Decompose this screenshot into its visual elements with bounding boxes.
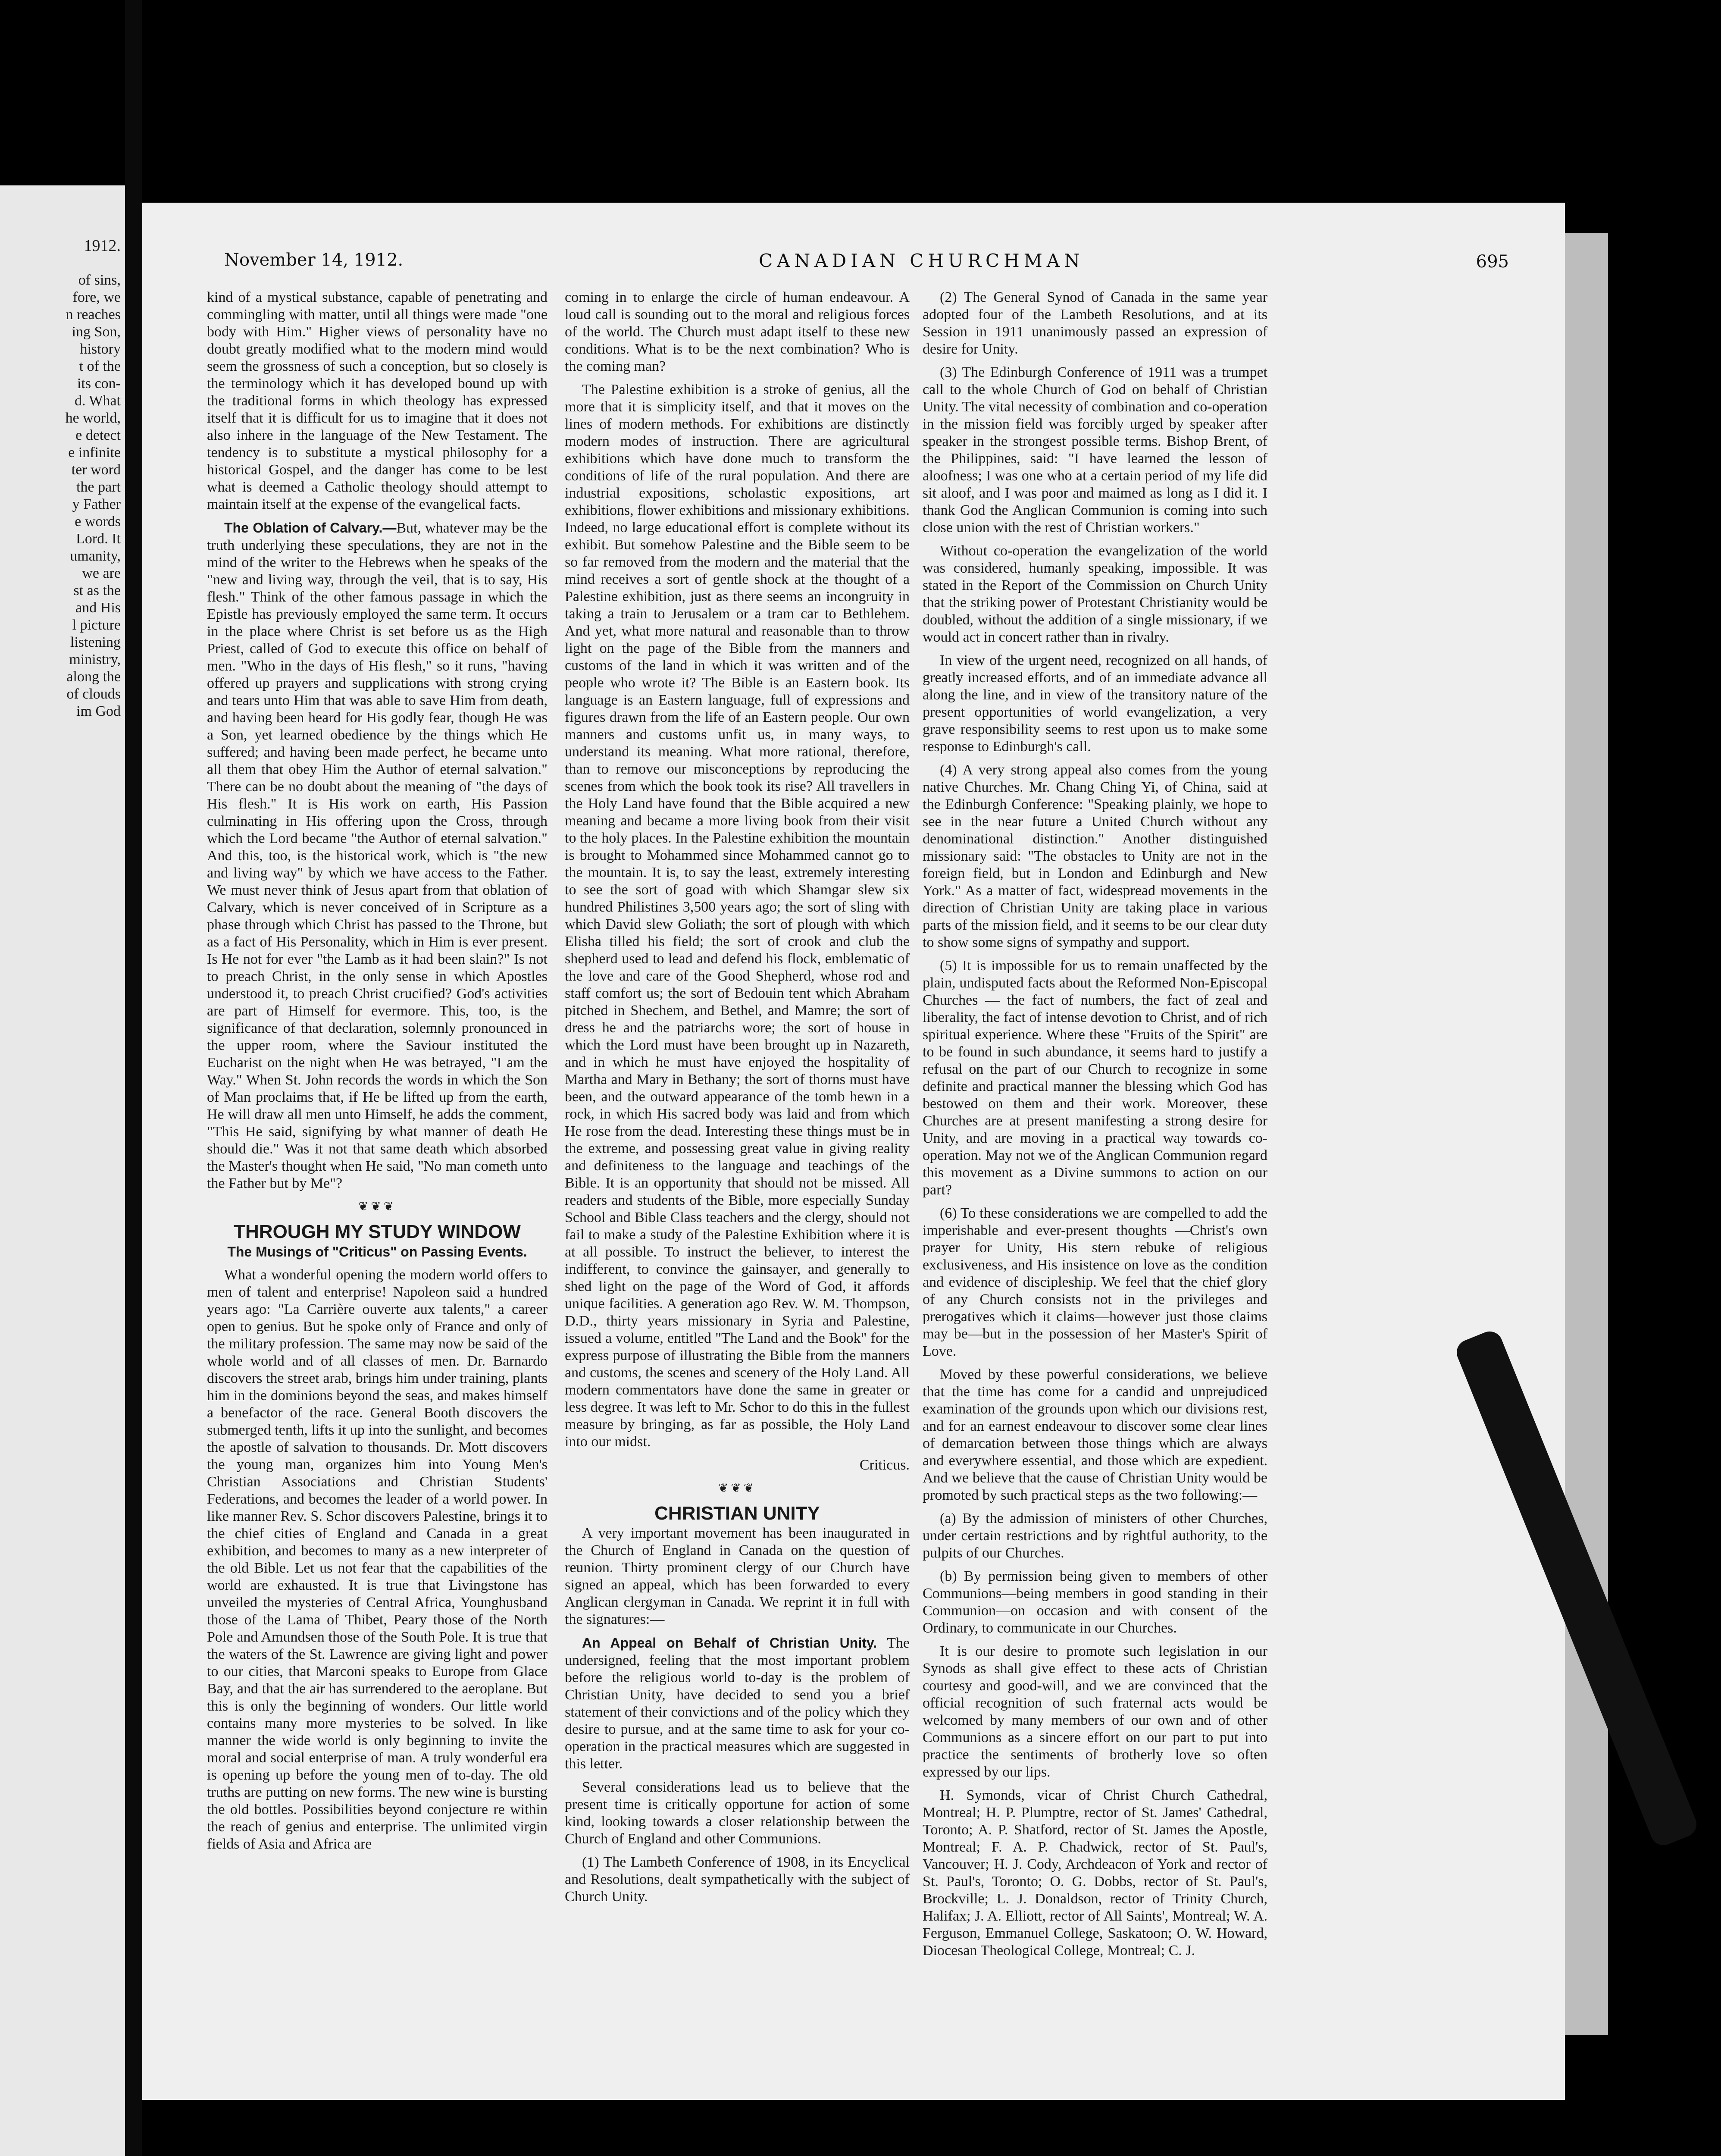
paragraph: In view of the urgent need, recognized on all hands, of greatly increased efforts, and of an immediate advance all along the line, and in view of the transitory nature of the present opportunities of world evangelization, a very grave responsibility seems to rest upon us to make some response to Edinburgh's call. <box>923 652 1267 755</box>
paragraph: (a) By the admission of ministers of other Churches, under certain restrictions and by rightful authority, to the pulpits of our Churches. <box>923 1510 1267 1561</box>
left-page-line: its con- <box>77 376 121 392</box>
newspaper-page <box>142 203 1565 2100</box>
column-3 <box>923 289 1267 2057</box>
paragraph: (3) The Edinburgh Conference of 1911 was a trumpet call to the whole Church of God on behalf of Christian Unity. The vital necessity of combination and co-operation in the mission field was forcibly urged by speaker after speaker in the strongest possible terms. Bishop Brent, of the Philippines, said: "I have learned the lesson of aloofness; I was one who at a certain period of my life did sit aloof, and I was poor and maimed as long as I did it. I thank God the Anglican Communion is coming into such close union with the rest of Christian workers." <box>923 364 1267 536</box>
section-subtitle: The Musings of "Criticus" on Passing Events. <box>227 1244 527 1260</box>
paragraph: coming in to enlarge the circle of human endeavour. A loud call is sounding out to the moral and religious forces of the world. The Church must adapt itself to these new conditions. What is to be the next combination? Who is the coming man? <box>565 289 910 374</box>
left-page-line: the part <box>76 479 121 495</box>
left-page-line: d. What <box>74 393 121 409</box>
ornament: ❦❦❦ <box>718 1482 757 1495</box>
paragraph: The Palestine exhibition is a stroke of genius, all the more that it is simplicity itself, and that it moves on the lines of modern methods. For exhibitions are distinctly modern modes of instruction. There are agricultural exhibitions which have done much to transform the conditions of life of the rural population. And there are industrial expositions, scholastic expositions, art exhibitions, flower exhibitions and missionary exhibitions. Indeed, no large educational effort is complete without its exhibit. But somehow Palestine and the Bible seem to be so far removed from the modern and the material that the mind receives a sort of gentle shock at the thought of a Palestine exhibition, just as there seems an incongruity in taking a train to Jerusalem or a tram car to Bethlehem. And yet, what more natural and reasonable than to throw light on the page of the Bible from the manners and customs of the land in which it was written and of the people who wrote it? The Bible is an Eastern book. Its language is an Eastern language, full of expressions and figures drawn from the life of an Eastern people. Our own manners and customs unfit us, in many ways, to understand its meaning. What more rational, therefore, than to remove our misconceptions by reproducing the scenes from which the book took its rise? All travellers in the Holy Land have found that the Bible acquired a new meaning and became a more living book from their visit to the holy places. In the Palestine exhibition the mountain is brought to Mohammed since Mohammed cannot go to the mountain. It is, to say the least, extremely interesting to see the sort of goad with which Shamgar slew six hundred Philistines 3,500 years ago; the sort of sling with which David slew Goliath; the sort of plough with which Elisha tilled his field; the sort of crook and club the shepherd used to lead and defend his flock, emblematic of the love and care of the Good Shepherd, whose rod and staff comfort us; the sort of Bedouin tent which Abraham pitched in Shechem, and Bethel, and Mamre; the sort of dress he and the patriarchs wore; the sort of house in which the Lord must have been brought up in Nazareth, and in which he must have enjoyed the hospitality of Martha and Mary in Bethany; the sort of thorns must have been, and the outward appearance of the tomb hewn in a rock, in which His sacred body was laid and from which He rose from the dead. Interesting these things must be in the extreme, and possessing great value in giving reality and definiteness to the language and teachings of the Bible. It is an opportunity that should not be missed. All readers and students of the Bible, more especially Sunday School and Bible Class teachers and the clergy, should not fail to make a study of the Palestine Exhibition where it is at all possible. To instruct the believer, to interest the indifferent, to convince the gainsayer, and generally to shed light on the page of the Word of God, it affords unique facilities. A generation ago Rev. W. M. Thompson, D.D., thirty years missionary in Syria and Palestine, issued a volume, entitled "The Land and the Book" for the express purpose of illustrating the Bible from the manners and customs, the scenes and scenery of the Holy Land. All modern commentators have done the same in greater or less degree. It was left to Mr. Schor to do this in the fullest measure by bringing, as far as possible, the Holy Land into our midst. <box>565 382 910 1450</box>
left-page-line: we are <box>82 565 121 581</box>
left-page-text <box>4 237 121 720</box>
left-page-line: e detect <box>75 427 121 443</box>
left-page-line: umanity, <box>70 548 121 564</box>
paragraph: (1) The Lambeth Conference of 1908, in its Encyclical and Resolutions, dealt sympathetically with the subject of Church Unity. <box>565 1854 910 1905</box>
left-page-line: t of the <box>79 358 121 374</box>
left-page-line: n reaches <box>66 307 121 323</box>
left-page-line: he world, <box>65 410 121 426</box>
paragraph-text: But, whatever may be the truth underlying these speculations, they are not in the mind of the writer to the Hebrews when he speaks of the "new and living way, through the veil, that is to say, His flesh." Think of the other famous passage in which the Epistle has previously employed the same term. It occurs in the place where Christ is set before us as the High Priest, called of God to execute this office on behalf of men. "Who in the days of His flesh," so it runs, "having offered up prayers and supplications with strong crying and tears unto Him that was able to save Him from death, and having been heard for His godly fear, though He was a Son, yet learned obedience by the things which He suffered; and having been made perfect, he became unto all them that obey Him the Author of eternal salvation." There can be no doubt about the meaning of "the days of His flesh." It is His work on earth, His Passion culminating in His offering upon the Cross, through which the Lord became "the Author of eternal salvation." And this, too, is the historical work, which is "the new and living way" by which we have access to the Father. We must never think of Jesus apart from that oblation of Calvary, which is never conceived of in Scripture as a phase through which Christ has passed to the Throne, but as a fact of His Personality, which in Him is ever present. Is He not for ever "the Lamb as it had been slain?" Is not to preach Christ, in the only sense in which Apostles understood it, to preach Christ crucified? God's activities are part of Himself for evermore. This, too, is the significance of that declaration, solemnly pronounced in the upper room, where the Saviour instituted the Eucharist on the night when He was betrayed, "I am the Way." When St. John records the words in which the Son of Man proclaims that, if He be lifted up from the earth, He will draw all men unto Himself, he adds the comment, "This He said, signifying by what manner of death He should die." Was it not that same death which absorbed the Master's thought when He said, "No man cometh unto the Father but by Me"? <box>207 520 548 1191</box>
paragraph-text: The undersigned, feeling that the most important problem before the religious world to-day is the problem of Christian Unity, have decided to send you a brief statement of their convictions and of the policy which they desire to pursue, and at the same time to ask for your co-operation in the practical measures which are suggested in this letter. <box>565 1635 910 1772</box>
left-page-line: fore, we <box>72 289 121 305</box>
page-number: 695 <box>1476 252 1509 272</box>
left-page-line: ter word <box>71 462 121 478</box>
left-page-lines <box>4 272 121 720</box>
paragraph-oblation <box>207 519 548 1192</box>
paragraph: (4) A very strong appeal also comes from the young native Churches. Mr. Chang Ching Yi, of China, said at the Edinburgh Conference: "Speaking plainly, we hope to see in the near future a United Church without any denominational distinction." Another distinguished missionary said: "The obstacles to Unity are not in the foreign field, but in London and Edinburgh and New York." As a matter of fact, widespread movements in the direction of Christian Unity are taking place in various parts of the mission field, and it seems to be our clear duty to show some signs of sympathy and support. <box>923 762 1267 950</box>
left-page-line: ing Son, <box>72 324 121 340</box>
paragraph-appeal <box>565 1634 910 1773</box>
paragraph: A very important movement has been inaugurated in the Church of England in Canada on the question of reunion. Thirty prominent clergy of our Church have signed an appeal, which has been forwarded to every Anglican clergyman in Canada. We reprint it in full with the signatures:— <box>565 1525 910 1627</box>
left-page-line: st as the <box>73 583 121 599</box>
left-page-line: along the <box>66 669 121 685</box>
column-1 <box>207 289 548 2078</box>
ornament: ❦❦❦ <box>358 1200 397 1213</box>
paragraph: It is our desire to promote such legislation in our Synods as shall give effect to these acts of Christian courtesy and good-will, and we are convinced that the official recognition of such fraternal acts would be welcomed by many members of our own and of other Communions as a sincere effort on our part to put into practice the sentiments of brotherly love so often expressed by our lips. <box>923 1643 1267 1780</box>
paragraph: (6) To these considerations we are compelled to add the imperishable and ever-present thoughts —Christ's own prayer for Unity, His stern rebuke of religious exclusiveness, and His insistence on love as the condition and evidence of discipleship. We feel that the chief glory of any Church consists not in the privileges and prerogatives which it claims—however just those claims may be—but in the possession of her Master's Spirit of Love. <box>923 1205 1267 1359</box>
left-page-line: history <box>80 341 121 357</box>
left-page-line: e words <box>75 514 121 530</box>
left-page-line: Lord. It <box>76 531 121 547</box>
runin-heading: An Appeal on Behalf of Christian Unity. <box>582 1635 877 1651</box>
paragraph: H. Symonds, vicar of Christ Church Cathedral, Montreal; H. P. Plumptre, rector of St. James' Cathedral, Toronto; A. P. Shatford, rector of St. James the Apostle, Montreal; F. A. P. Chadwick, rector of St. Paul's, Vancouver; H. J. Cody, Archdeacon of York and rector of St. Paul's, Toronto; O. G. Dobbs, rector of St. Paul's, Brockville; L. J. Donaldson, rector of Trinity Church, Halifax; J. A. Elliott, rector of All Saints', Montreal; W. A. Ferguson, Emmanuel College, Saskatoon; O. W. Howard, Diocesan Theological College, Montreal; C. J. <box>923 1787 1267 1959</box>
runin-heading: The Oblation of Calvary.— <box>224 520 397 536</box>
left-page-line: y Father <box>72 496 121 512</box>
section-title: THROUGH MY STUDY WINDOW <box>234 1221 521 1242</box>
paragraph: What a wonderful opening the modern world offers to men of talent and enterprise! Napoleon said a hundred years ago: "La Carrière ouverte aux talents," a career open to genius. But he spoke only of France and only of the military profession. The same may now be said of the whole world and of all classes of men. Dr. Barnardo discovers the street arab, brings him under training, plants him in the dominions beyond the seas, and makes himself a benefactor of the race. General Booth discovers the submerged tenth, lifts it up into the sunlight, and becomes the apostle of salvation to thousands. Dr. Mott discovers the young man, organizes him into Young Men's Christian Associations and Christian Students' Federations, and becomes the leader of a world power. In like manner Rev. S. Schor discovers Palestine, brings it to the chief cities of England and Canada in a great exhibition, and becomes to many as a new interpreter of the old Bible. Let us not fear that the capabilities of the world are exhausted. It is true that Livingstone has unveiled the mysteries of Central Africa, Younghusband those of the Lama of Thibet, Peary those of the North Pole and Amundsen those of the South Pole. It is true that the waters of the St. Lawrence are giving light and power to our cities, that Marconi speaks to Europe from Glace Bay, and that the air has surrendered to the aeroplane. But this is only the beginning of wonders. Our little world contains many more mysteries to be solved. In like manner the wide world is only beginning to invite the moral and social enterprise of man. A truly wonderful era is opening up before the young men of to-day. The old truths are putting on new forms. The new wine is bursting the old bottles. Possibilities beyond conjecture re within the reach of genius and enterprise. The unlimited virgin fields of Asia and Africa are <box>207 1267 548 1852</box>
page-header <box>224 250 1509 285</box>
signature: Criticus. <box>859 1457 910 1473</box>
book-page-edge <box>1565 233 1608 2035</box>
header-title: CANADIAN CHURCHMAN <box>759 250 1084 271</box>
paragraph: (b) By permission being given to members of other Communions—being members in good standing in their Communion—on occasion and with consent of the Ordinary, to communicate in our Churches. <box>923 1568 1267 1636</box>
left-page-line: im God <box>76 703 121 719</box>
left-page-line: of clouds <box>66 686 121 702</box>
paragraph: Without co-operation the evangelization of the world was considered, humanly speaking, impossible. It was stated in the Report of the Commission on Church Unity that the striking power of Protestant Christianity would be doubled, without the addition of a single missionary, if we would act in concert rather than in rivalry. <box>923 543 1267 645</box>
paragraph: (5) It is impossible for us to remain unaffected by the plain, undisputed facts about the Reformed Non-Episcopal Churches — the fact of numbers, the fact of zeal and liberality, the fact of intense devotion to Christ, and of rich spiritual experience. Where these "Fruits of the Spirit" are to be found in such abundance, it seems hard to justify a refusal on the part of our Church to recognize in some definite and practical manner the blessing which God has bestowed on them and their work. Moreover, these Churches are at present manifesting a strong desire for Unity, and are moving in a practical way towards co-operation. May not we of the Anglican Communion regard this movement as a Divine summons to action on our part? <box>923 958 1267 1198</box>
left-page-line: l picture <box>72 617 121 633</box>
book-gutter <box>125 0 142 2156</box>
header-date: November 14, 1912. <box>224 250 404 270</box>
left-page-fragment <box>0 185 125 2156</box>
column-2 <box>565 289 910 2035</box>
paragraph: Several considerations lead us to believe that the present time is critically opportune for action of some kind, looking towards a closer relationship between the Church of England and other Communions. <box>565 1779 910 1847</box>
paragraph: kind of a mystical substance, capable of penetrating and commingling with matter, until all things were made "one body with Him." Higher views of personality have no doubt greatly modified what to the modern mind would seem the grossness of such a conception, but so closely is the terminology which it has developed bound up with the traditional forms in which theology has expressed itself that it is difficult for us to imagine that it does not also inhere in the language of the New Testament. The tendency is to substitute a mystical philosophy for a historical Gospel, and the danger has come to be lest what is deemed a Catholic theology should attempt to maintain itself at the expense of the evangelical facts. <box>207 289 548 512</box>
left-page-line: listening <box>70 634 121 650</box>
left-page-line: and His <box>75 600 121 616</box>
paragraph: Moved by these powerful considerations, we believe that the time has come for a candid and unprejudiced examination of the grounds upon which our divisions rest, and for an earnest endeavour to discover some clear lines of demarcation between those things which are always and everywhere essential, and those which are expedient. And we believe that the cause of Christian Unity would be promoted by such practical steps as the two following:— <box>923 1366 1267 1503</box>
left-page-line: e infinite <box>68 445 121 461</box>
left-page-line: ministry, <box>69 652 121 667</box>
paragraph: (2) The General Synod of Canada in the same year adopted four of the Lambeth Resolutions, and at its Session in 1911 unanimously passed an expression of desire for Unity. <box>923 289 1267 357</box>
left-page-line: of sins, <box>78 272 121 288</box>
section-title: CHRISTIAN UNITY <box>654 1503 820 1524</box>
left-page-date: 1912. <box>84 237 121 255</box>
